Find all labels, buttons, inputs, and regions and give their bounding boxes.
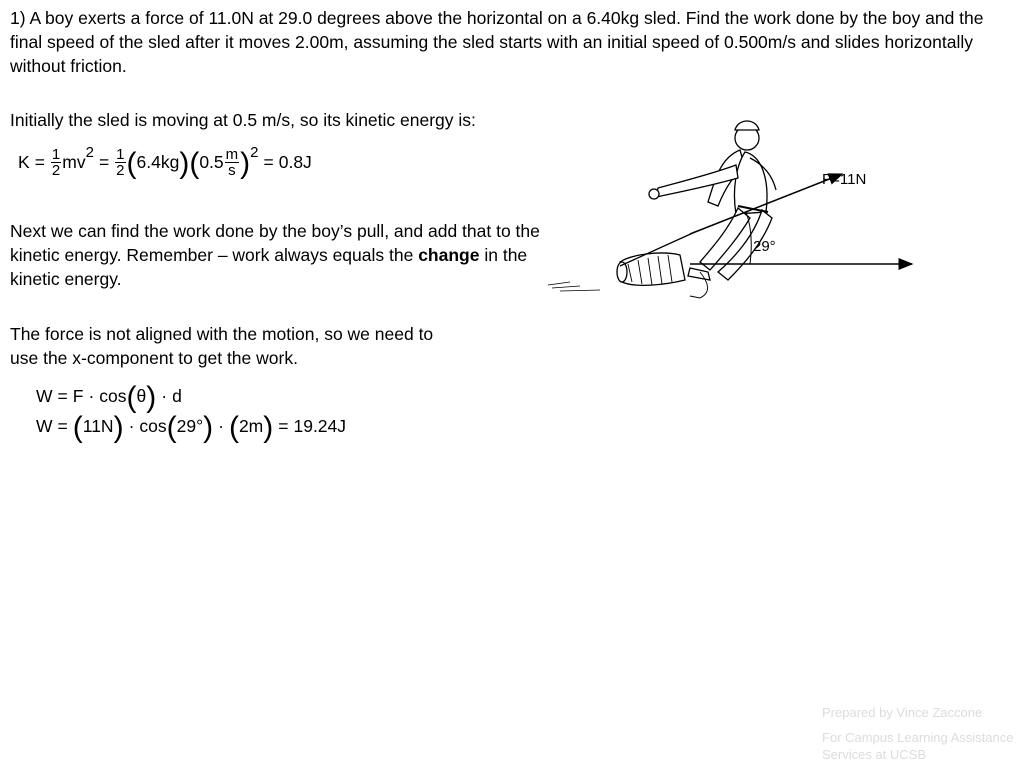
footer-service: For Campus Learning Assistance Services at UCSB [822, 730, 1014, 762]
intro-text: Initially the sled is moving at 0.5 m/s, so its kinetic energy is: [10, 110, 476, 130]
dot-operator: · [88, 385, 95, 406]
equals-sign: = [98, 151, 110, 172]
equals-sign: = [263, 151, 274, 172]
theta-symbol: θ [136, 385, 147, 406]
work-calculation: W = ( 11N ) · cos ( 29° ) · ( 2m ) = 19.24J [36, 411, 347, 444]
cos-label: cos [99, 385, 127, 406]
eq-w2-lhs: W [36, 415, 53, 436]
unit-num: m [225, 145, 239, 163]
force-diagram [540, 110, 930, 310]
exponent: 2 [85, 143, 94, 161]
angle-label: 29° [753, 238, 776, 255]
angle-value: 29° [176, 415, 204, 436]
change-word: change [418, 245, 480, 265]
force-label: F=11N [822, 171, 867, 188]
dot-operator: · [161, 385, 168, 406]
half-fraction [51, 147, 61, 178]
dot-operator: · [218, 415, 224, 436]
next-part1: Next we can find the work done by the boy’s pull, and add that to the kinetic energy. Remember – work always equals the [10, 221, 540, 265]
distance-value: 2m [238, 415, 264, 436]
next-part2: in the kinetic energy. [10, 245, 528, 289]
boy-and-sled-illustration [548, 121, 776, 298]
problem-statement: 1) A boy exerts a force of 11.0N at 29.0 degrees above the horizontal on a 6.40kg sled. Find the work done by the boy and the final speed of the sled after it moves 2.00m, assuming the sled starts with an initial speed of 0.500m/s and slides horizontally without friction. [10, 8, 984, 76]
force-value: 11N [82, 415, 114, 436]
exponent-2: 2 [250, 143, 259, 161]
force-symbol: F [72, 385, 84, 406]
half-den: 2 [51, 161, 61, 179]
work-formula: W = F · cos ( θ ) · d [36, 381, 182, 414]
half-num-2: 1 [116, 145, 125, 163]
unit-fraction [225, 147, 240, 178]
next-text [10, 219, 540, 291]
equals-sign: = [57, 415, 68, 436]
half-den-2: 2 [116, 161, 125, 179]
half-fraction-2 [115, 147, 125, 178]
equals-sign: = [278, 415, 289, 436]
kinetic-result: 0.8J [278, 151, 312, 172]
dot-operator: · [128, 415, 135, 436]
unit-den: s [228, 161, 236, 179]
eq-w1-lhs: W [36, 385, 53, 406]
mv-term: mv [62, 151, 86, 172]
cos-label: cos [139, 415, 167, 436]
footer-prepared: Prepared by Vince Zaccone [822, 705, 983, 720]
kinetic-energy-equation: K = $\frac{1}{2}$ mv 2 = $\frac{1}{2}$ ( 6.4kg ) ( 0.5 $\frac{m}{s}$ ) 2 = 0.8J [18, 143, 312, 180]
force-note: The force is not aligned with the motion, so we need to use the x-component to get the work. [10, 324, 434, 368]
work-result: 19.24J [293, 415, 347, 436]
eq-k-lhs: K [18, 151, 30, 172]
mass-value: 6.4kg [136, 151, 180, 172]
half-num: 1 [51, 145, 61, 163]
speed-value: 0.5 [199, 151, 224, 172]
distance-symbol: d [172, 385, 182, 406]
equals-sign: = [34, 151, 45, 172]
equals-sign: = [57, 385, 68, 406]
